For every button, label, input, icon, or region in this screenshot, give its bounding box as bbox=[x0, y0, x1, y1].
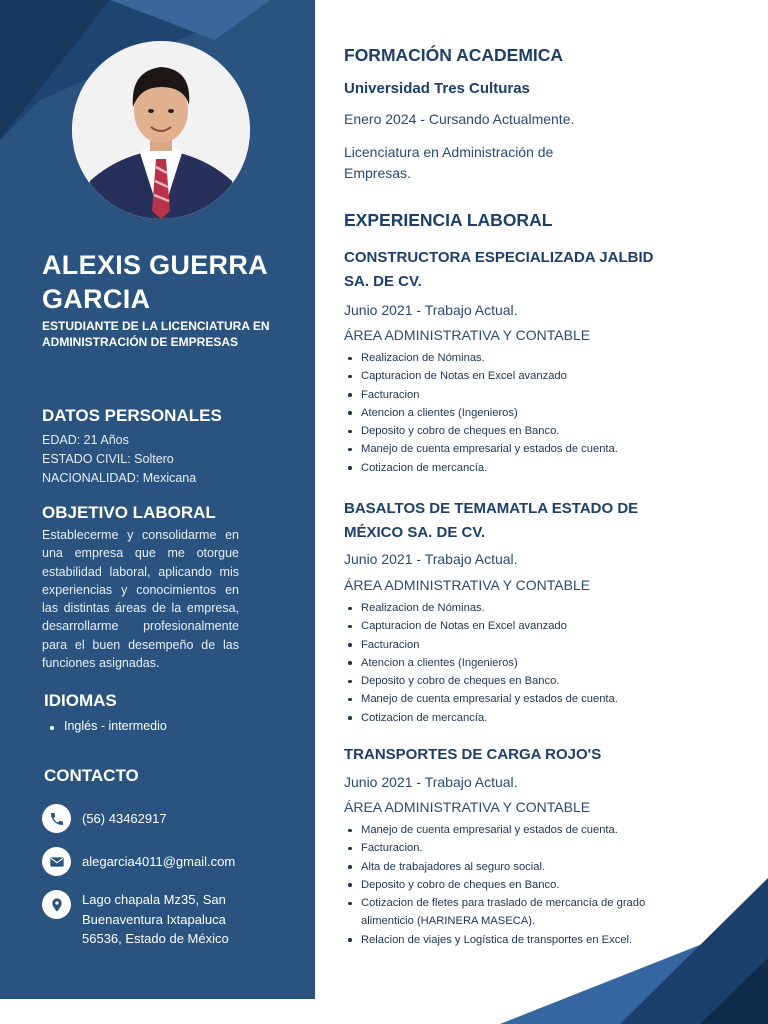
contact-phone[interactable]: (56) 43462917 bbox=[82, 811, 167, 826]
mail-icon bbox=[42, 847, 71, 876]
contact-email[interactable]: alegarcia4011@gmail.com bbox=[82, 854, 236, 869]
contact-address-row bbox=[42, 890, 229, 949]
contact-phone-row bbox=[42, 804, 167, 833]
job-task: Cotizacion de mercancía. bbox=[344, 459, 684, 477]
contact-address bbox=[82, 890, 229, 949]
job-task: Manejo de cuenta empresarial y estados de cuenta. bbox=[344, 690, 684, 708]
job-task: Alta de trabajadores al seguro social. bbox=[344, 858, 684, 876]
job-task: Deposito y cobro de cheques en Banco. bbox=[344, 672, 684, 690]
job-tasks-list bbox=[344, 599, 684, 727]
contact-heading: CONTACTO bbox=[44, 766, 139, 785]
education-school: Universidad Tres Culturas bbox=[344, 80, 530, 97]
address-line: Buenaventura Ixtapaluca bbox=[82, 911, 226, 927]
job-dates: Junio 2021 - Trabajo Actual. bbox=[344, 774, 518, 790]
objective-heading: OBJETIVO LABORAL bbox=[42, 503, 216, 522]
job-task: Cotizacion de mercancía. bbox=[344, 709, 684, 727]
job-task: Realizacion de Nóminas. bbox=[344, 349, 684, 367]
job-tasks-list bbox=[344, 349, 684, 477]
job-dates: Junio 2021 - Trabajo Actual. bbox=[344, 551, 518, 567]
job-task: Cotizacion de fletes para traslado de mercancía de grado alimenticio (HARINERA MASECA). bbox=[344, 894, 684, 931]
job-company: BASALTOS DE TEMAMATLA ESTADO DE bbox=[344, 500, 639, 517]
personal-age: EDAD: 21 Años bbox=[42, 433, 129, 447]
experience-heading: EXPERIENCIA LABORAL bbox=[344, 210, 553, 230]
personal-civil-status: ESTADO CIVIL: Soltero bbox=[42, 452, 174, 466]
sidebar bbox=[0, 0, 315, 999]
job-task: Facturacion. bbox=[344, 839, 684, 857]
job-task: Atencion a clientes (Ingenieros) bbox=[344, 654, 684, 672]
job-dates: Junio 2021 - Trabajo Actual. bbox=[344, 302, 518, 318]
job-company: TRANSPORTES DE CARGA ROJO'S bbox=[344, 746, 602, 763]
job-task: Atencion a clientes (Ingenieros) bbox=[344, 404, 684, 422]
address-line: Lago chapala Mz35, San bbox=[82, 892, 226, 907]
contact-email-row bbox=[42, 847, 235, 876]
job-task: Realizacion de Nóminas. bbox=[344, 599, 684, 617]
job-company: SA. DE CV. bbox=[344, 273, 422, 290]
job-area: ÁREA ADMINISTRATIVA Y CONTABLE bbox=[344, 327, 591, 343]
languages-list bbox=[48, 719, 167, 733]
education-degree-line: Empresas. bbox=[344, 165, 411, 181]
job-area: ÁREA ADMINISTRATIVA Y CONTABLE bbox=[344, 799, 591, 815]
job-task: Capturacion de Notas en Excel avanzado bbox=[344, 367, 684, 385]
education-degree-line: Licenciatura en Administración de bbox=[344, 144, 554, 160]
objective-text: Establecerme y consolidarme en una empresa que me otorgue estabilidad laboral, aplicando mis experiencias y conocimientos en las distintas áreas de la empresa, desarrollarme profesionalmente para el buen desempeño de las funciones asignadas. bbox=[42, 528, 239, 671]
candidate-title: ESTUDIANTE DE LA LICENCIATURA EN ADMINISTRACIÓN DE EMPRESAS bbox=[42, 319, 270, 349]
job-company: CONSTRUCTORA ESPECIALIZADA JALBID bbox=[344, 249, 654, 266]
job-task: Capturacion de Notas en Excel avanzado bbox=[344, 617, 684, 635]
candidate-name: ALEXIS GUERRA GARCIA bbox=[42, 250, 267, 314]
profile-photo bbox=[72, 41, 250, 219]
job-task: Manejo de cuenta empresarial y estados de cuenta. bbox=[344, 440, 684, 458]
languages-heading: IDIOMAS bbox=[44, 691, 117, 710]
job-task: Manejo de cuenta empresarial y estados de cuenta. bbox=[344, 821, 684, 839]
job-company: MÉXICO SA. DE CV. bbox=[344, 524, 486, 541]
job-task: Deposito y cobro de cheques en Banco. bbox=[344, 422, 684, 440]
education-dates: Enero 2024 - Cursando Actualmente. bbox=[344, 111, 575, 127]
address-line: 56536, Estado de México bbox=[82, 931, 229, 946]
job-tasks-list bbox=[344, 821, 684, 949]
phone-icon bbox=[42, 804, 71, 833]
job-task: Relacion de viajes y Logística de transportes en Excel. bbox=[344, 931, 684, 949]
person-avatar-icon bbox=[72, 41, 250, 219]
personal-data-heading: DATOS PERSONALES bbox=[42, 406, 222, 425]
language-item: Inglés - intermedio bbox=[48, 719, 167, 733]
job-task: Deposito y cobro de cheques en Banco. bbox=[344, 876, 684, 894]
education-heading: FORMACIÓN ACADEMICA bbox=[344, 45, 564, 65]
job-area: ÁREA ADMINISTRATIVA Y CONTABLE bbox=[344, 577, 591, 593]
personal-nationality: NACIONALIDAD: Mexicana bbox=[42, 471, 197, 485]
location-pin-icon bbox=[42, 890, 71, 919]
job-task: Facturacion bbox=[344, 636, 684, 654]
job-task: Facturacion bbox=[344, 386, 684, 404]
